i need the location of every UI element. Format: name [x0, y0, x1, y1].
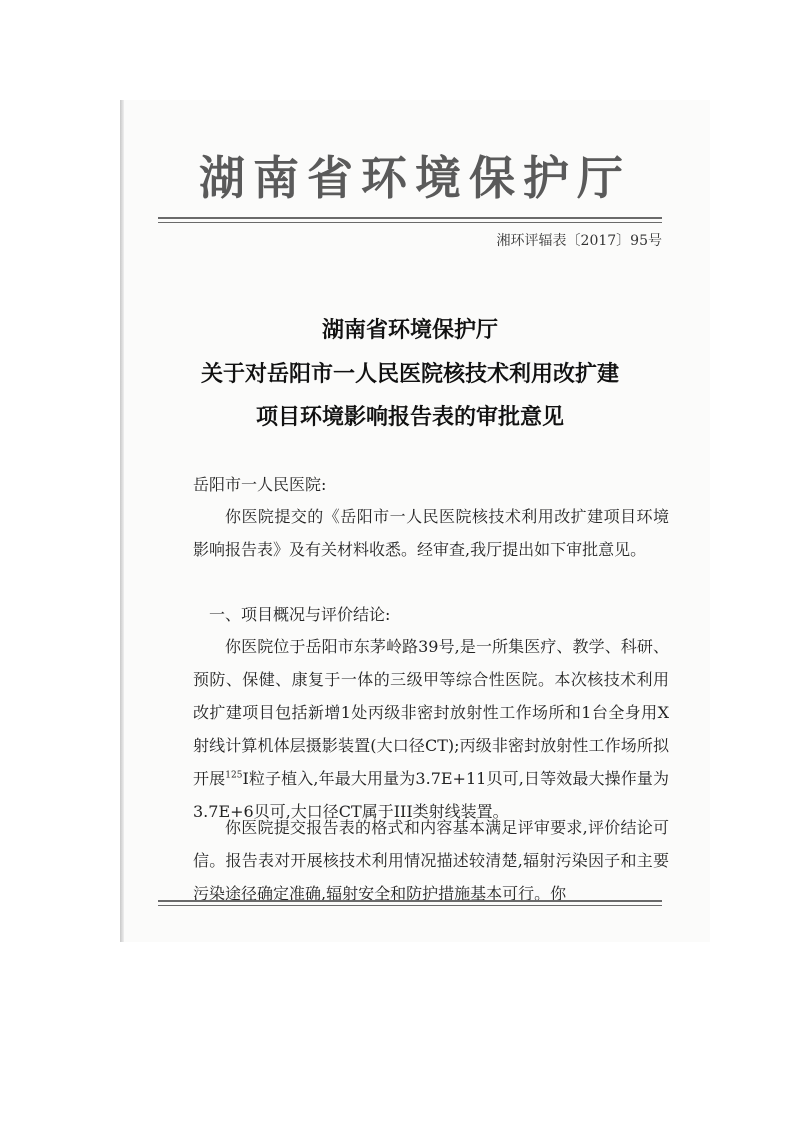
overview-text-part1: 你医院位于岳阳市东茅岭路39号,是一所集医疗、教学、科研、预防、保健、康复于一体的三级甲等综合性医院。本次核技术利用改扩建项目包括新增1处丙级非密封放射性工作场所和1台全身用X射线计算机体层摄影装置(大口径CT);丙级非密封放射性工作场所拟开展: [193, 637, 669, 788]
letterhead-rule-thick: [158, 217, 662, 219]
title-line-1: 湖南省环境保护厅: [321, 317, 498, 343]
footer-rule-thick: [158, 900, 662, 902]
title-line-3: 项目环境影响报告表的审批意见: [255, 404, 564, 430]
letterhead-org-name: 湖南省环境保护厅: [199, 151, 631, 205]
isotope-mass-number: 125: [225, 770, 243, 781]
salutation: 岳阳市一人民医院:: [193, 475, 327, 494]
letterhead-rule-thin: [158, 222, 662, 223]
paragraph-evaluation: 你医院提交报告表的格式和内容基本满足评审要求,评价结论可信。报告表对开展核技术利用情况描述较清楚,辐射污染因子和主要污染途径确定准确,辐射安全和防护措施基本可行。你: [193, 818, 669, 903]
scan-edge-shadow: [120, 100, 124, 942]
paragraph-intro: 你医院提交的《岳阳市一人民医院核技术利用改扩建项目环境影响报告表》及有关材料收悉。经审查,我厅提出如下审批意见。: [193, 507, 669, 559]
paragraph-project-overview: [193, 630, 669, 828]
footer-rule-thin: [158, 905, 662, 906]
section-heading-1: 一、项目概况与评价结论:: [209, 605, 391, 624]
overview-text-part2: I粒子植入,年最大用量为3.7E+11贝可,日等效最大操作量为3.7E+6贝可,大口径CT属于III类射线装置。: [193, 769, 669, 821]
title-line-2: 关于对岳阳市一人民医院核技术利用改扩建: [200, 361, 619, 387]
document-number: 湘环评辐表〔2017〕95号: [496, 233, 662, 249]
